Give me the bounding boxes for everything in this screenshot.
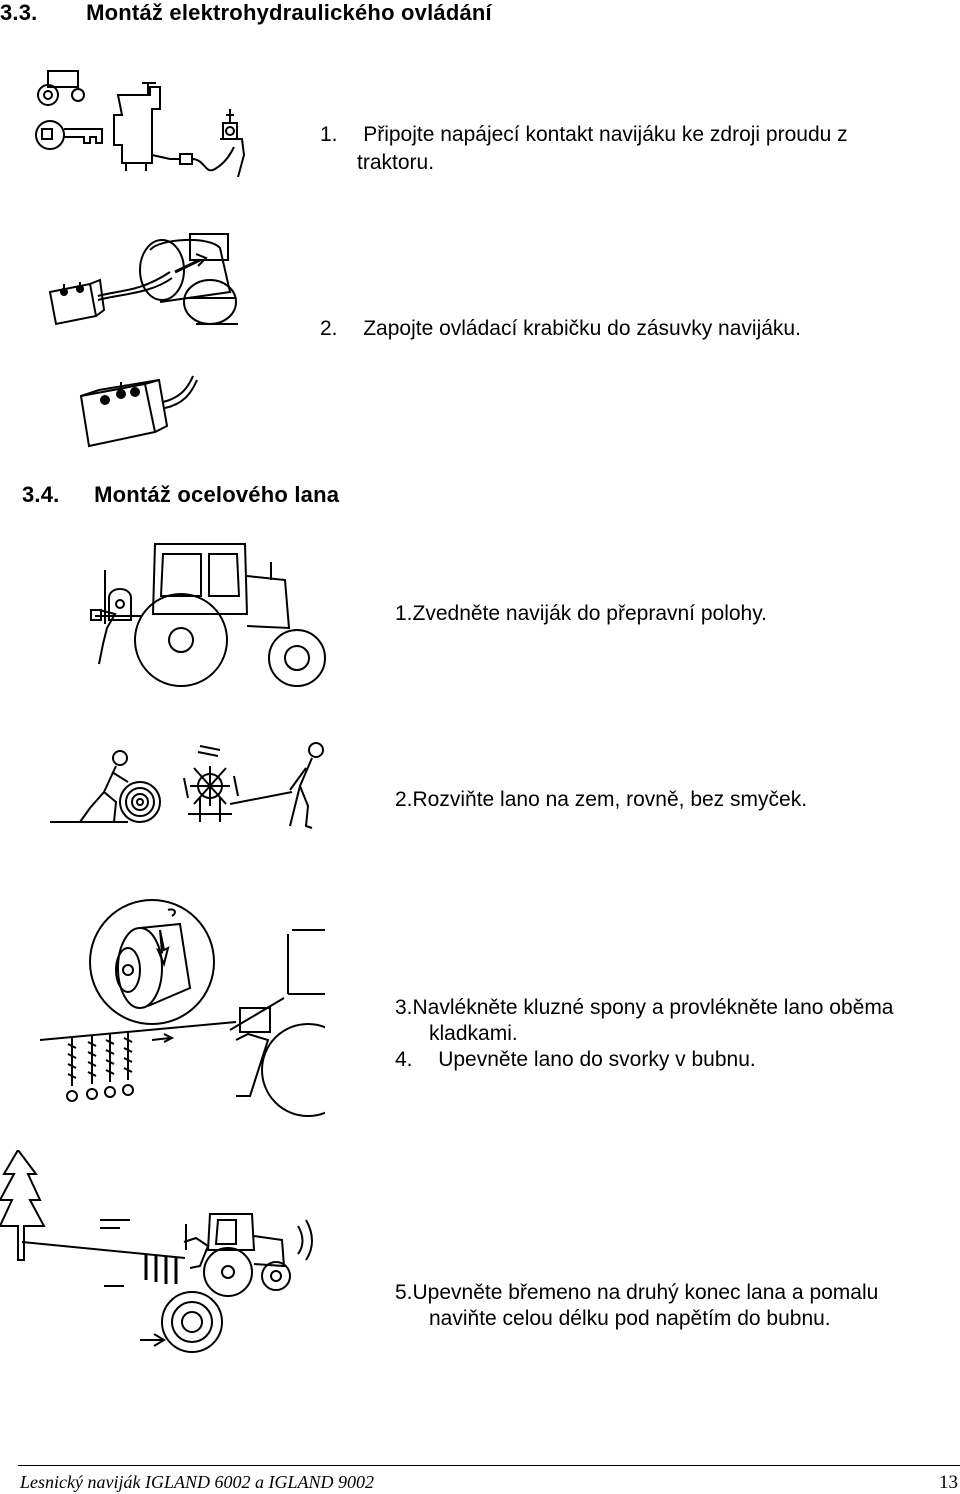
step-text: Upevněte lano do svorky v bubnu.	[438, 1048, 756, 1071]
section-title: Montáž elektrohydraulického ovládání	[86, 0, 492, 25]
step-3-4-2	[395, 787, 807, 813]
step-3-4-5	[395, 1280, 878, 1306]
footer-page-number: 13	[939, 1472, 958, 1493]
step-text: Navlékněte kluzné spony a provlékněte lano oběma	[412, 996, 894, 1019]
section-title: Montáž ocelového lana	[94, 482, 340, 507]
footer-divider	[18, 1465, 960, 1466]
figure-control-box-socket	[40, 232, 250, 332]
step-number: 1.	[395, 602, 413, 625]
figure-unroll-rope	[50, 738, 340, 833]
step-3-4-1	[395, 601, 767, 627]
step-number: 1.	[320, 123, 338, 146]
step-text: Zapojte ovládací krabičku do zásuvky navijáku.	[363, 317, 801, 340]
section-number: 3.4.	[22, 482, 60, 507]
step-3-3-2	[320, 316, 801, 342]
section-heading-3-4	[22, 482, 339, 508]
step-3-4-5-continued: naviňte celou délku pod napětím do bubnu.	[429, 1307, 831, 1330]
step-text: Rozviňte lano na zem, rovně, bez smyček.	[412, 788, 808, 811]
step-3-3-1	[320, 122, 848, 148]
step-number: 2.	[320, 317, 338, 340]
step-number: 3.	[395, 996, 413, 1019]
section-heading-3-3	[0, 0, 492, 26]
step-number: 5.	[395, 1281, 413, 1304]
step-3-4-3-continued: kladkami.	[429, 1022, 518, 1045]
step-text: Připojte napájecí kontakt navijáku ke zdroji proudu z	[363, 123, 848, 146]
step-number: 4.	[395, 1048, 413, 1071]
figure-power-connection	[30, 65, 260, 185]
step-3-4-4	[395, 1047, 756, 1073]
step-3-3-1-continued: traktoru.	[357, 151, 435, 174]
figure-thread-rope	[40, 890, 325, 1130]
step-text: Upevněte břemeno na druhý konec lana a pomalu	[412, 1281, 879, 1304]
step-text: Zvedněte naviják do přepravní polohy.	[412, 602, 768, 625]
step-3-4-3	[395, 995, 894, 1021]
section-number: 3.3.	[0, 0, 38, 25]
step-number: 2.	[395, 788, 413, 811]
footer-document-title: Lesnický naviják IGLAND 6002 a IGLAND 9002	[20, 1472, 374, 1492]
figure-tractor-transport-position	[85, 540, 330, 690]
figure-winding-rope	[0, 1150, 335, 1365]
figure-control-box	[75, 372, 205, 454]
